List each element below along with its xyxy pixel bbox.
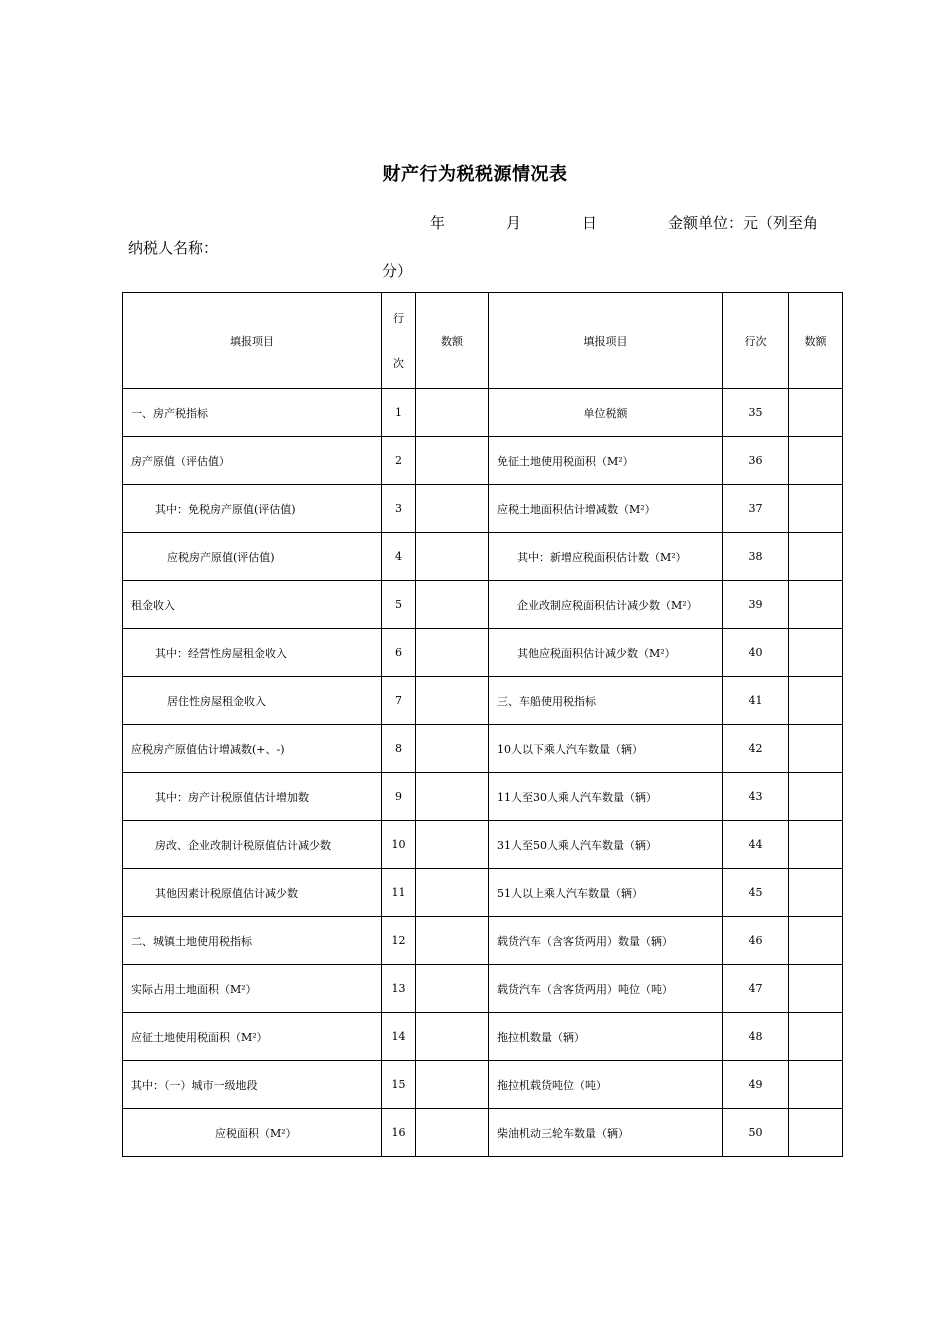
left-item-cell: 实际占用土地面积（M²） — [123, 965, 382, 1013]
left-item-cell: 二、城镇土地使用税指标 — [123, 917, 382, 965]
right-row-number-cell: 47 — [723, 965, 789, 1013]
left-amount-cell[interactable] — [416, 629, 489, 677]
left-amount-cell[interactable] — [416, 725, 489, 773]
right-row-number-cell: 43 — [723, 773, 789, 821]
left-item-cell: 其中：房产计税原值估计增加数 — [123, 773, 382, 821]
left-row-number-cell: 3 — [382, 485, 416, 533]
left-item-cell: 应税房产原值估计增减数(+、-) — [123, 725, 382, 773]
right-row-number-cell: 46 — [723, 917, 789, 965]
right-item-cell: 31人至50人乘人汽车数量（辆） — [489, 821, 723, 869]
right-row-number-cell: 38 — [723, 533, 789, 581]
right-amount-cell[interactable] — [789, 629, 843, 677]
right-amount-cell[interactable] — [789, 437, 843, 485]
form-title: 财产行为税税源情况表 — [382, 164, 568, 185]
right-item-cell: 载货汽车（含客货两用）数量（辆） — [489, 917, 723, 965]
table-row — [123, 1109, 843, 1157]
left-row-number-cell: 14 — [382, 1013, 416, 1061]
left-item-cell: 其中：经营性房屋租金收入 — [123, 629, 382, 677]
right-item-cell: 51人以上乘人汽车数量（辆） — [489, 869, 723, 917]
table-row — [123, 485, 843, 533]
left-row-number-cell: 10 — [382, 821, 416, 869]
left-amount-cell[interactable] — [416, 1109, 489, 1157]
left-amount-cell[interactable] — [416, 389, 489, 437]
right-row-number-cell: 39 — [723, 581, 789, 629]
right-item-cell: 11人至30人乘人汽车数量（辆） — [489, 773, 723, 821]
left-amount-cell[interactable] — [416, 869, 489, 917]
right-amount-cell[interactable] — [789, 773, 843, 821]
header-left-amount: 数额 — [416, 293, 489, 389]
table-row — [123, 581, 843, 629]
right-row-number-cell: 50 — [723, 1109, 789, 1157]
header-left-item: 填报项目 — [123, 293, 382, 389]
right-amount-cell[interactable] — [789, 677, 843, 725]
left-item-cell: 租金收入 — [123, 581, 382, 629]
left-amount-cell[interactable] — [416, 581, 489, 629]
right-row-number-cell: 42 — [723, 725, 789, 773]
table-row — [123, 821, 843, 869]
header-right-amount: 数额 — [789, 293, 843, 389]
right-amount-cell[interactable] — [789, 917, 843, 965]
table-row — [123, 389, 843, 437]
right-amount-cell[interactable] — [789, 821, 843, 869]
left-row-number-cell: 1 — [382, 389, 416, 437]
left-row-number-cell: 5 — [382, 581, 416, 629]
date-month-label: 月 — [506, 214, 522, 232]
right-amount-cell[interactable] — [789, 533, 843, 581]
table-row — [123, 869, 843, 917]
left-row-number-cell: 7 — [382, 677, 416, 725]
left-row-number-cell: 2 — [382, 437, 416, 485]
right-amount-cell[interactable] — [789, 725, 843, 773]
right-row-number-cell: 41 — [723, 677, 789, 725]
left-row-number-cell: 11 — [382, 869, 416, 917]
table-row — [123, 965, 843, 1013]
left-item-cell: 其中：免税房产原值(评估值) — [123, 485, 382, 533]
left-row-number-cell: 16 — [382, 1109, 416, 1157]
right-row-number-cell: 45 — [723, 869, 789, 917]
left-amount-cell[interactable] — [416, 773, 489, 821]
right-row-number-cell: 37 — [723, 485, 789, 533]
left-amount-cell[interactable] — [416, 965, 489, 1013]
right-amount-cell[interactable] — [789, 581, 843, 629]
header-left-row-no: 行次 — [382, 293, 416, 389]
left-row-number-cell: 13 — [382, 965, 416, 1013]
right-item-cell: 三、车船使用税指标 — [489, 677, 723, 725]
right-row-number-cell: 35 — [723, 389, 789, 437]
table-row — [123, 629, 843, 677]
left-row-number-cell: 8 — [382, 725, 416, 773]
right-amount-cell[interactable] — [789, 389, 843, 437]
right-item-cell: 企业改制应税面积估计减少数（M²） — [489, 581, 723, 629]
tax-source-table — [122, 292, 843, 1157]
right-amount-cell[interactable] — [789, 965, 843, 1013]
left-row-number-cell: 4 — [382, 533, 416, 581]
table-row — [123, 773, 843, 821]
left-amount-cell[interactable] — [416, 1013, 489, 1061]
left-amount-cell[interactable] — [416, 677, 489, 725]
table-row — [123, 437, 843, 485]
left-row-number-cell: 6 — [382, 629, 416, 677]
right-amount-cell[interactable] — [789, 1061, 843, 1109]
left-item-cell: 房产原值（评估值） — [123, 437, 382, 485]
right-row-number-cell: 44 — [723, 821, 789, 869]
table-row — [123, 917, 843, 965]
right-item-cell: 10人以下乘人汽车数量（辆） — [489, 725, 723, 773]
table-row — [123, 1061, 843, 1109]
left-row-number-cell: 12 — [382, 917, 416, 965]
left-amount-cell[interactable] — [416, 437, 489, 485]
amount-unit-label: 金额单位：元（列至角 — [668, 214, 819, 232]
left-amount-cell[interactable] — [416, 485, 489, 533]
right-item-cell: 单位税额 — [489, 389, 723, 437]
right-row-number-cell: 36 — [723, 437, 789, 485]
table-row — [123, 533, 843, 581]
right-row-number-cell: 48 — [723, 1013, 789, 1061]
left-item-cell: 应税房产原值(评估值) — [123, 533, 382, 581]
date-day-label: 日 — [582, 214, 598, 232]
left-amount-cell[interactable] — [416, 533, 489, 581]
right-amount-cell[interactable] — [789, 1013, 843, 1061]
table-row — [123, 677, 843, 725]
header-right-row-no: 行次 — [723, 293, 789, 389]
right-row-number-cell: 40 — [723, 629, 789, 677]
left-item-cell: 其中：（一）城市一级地段 — [123, 1061, 382, 1109]
left-item-cell: 其他因素计税原值估计减少数 — [123, 869, 382, 917]
right-amount-cell[interactable] — [789, 869, 843, 917]
right-item-cell: 拖拉机数量（辆） — [489, 1013, 723, 1061]
taxpayer-name-label: 纳税人名称： — [128, 239, 219, 257]
left-item-cell: 一、房产税指标 — [123, 389, 382, 437]
right-item-cell: 免征土地使用税面积（M²） — [489, 437, 723, 485]
right-amount-cell[interactable] — [789, 1109, 843, 1157]
amount-unit-label-continued: 分） — [382, 262, 413, 280]
left-item-cell: 房改、企业改制计税原值估计减少数 — [123, 821, 382, 869]
left-row-number-cell: 15 — [382, 1061, 416, 1109]
left-item-cell: 居住性房屋租金收入 — [123, 677, 382, 725]
left-amount-cell[interactable] — [416, 917, 489, 965]
right-item-cell: 柴油机动三轮车数量（辆） — [489, 1109, 723, 1157]
right-item-cell: 应税土地面积估计增减数（M²） — [489, 485, 723, 533]
right-item-cell: 载货汽车（含客货两用）吨位（吨） — [489, 965, 723, 1013]
right-item-cell: 拖拉机载货吨位（吨） — [489, 1061, 723, 1109]
left-amount-cell[interactable] — [416, 821, 489, 869]
table-row — [123, 1013, 843, 1061]
left-amount-cell[interactable] — [416, 1061, 489, 1109]
right-amount-cell[interactable] — [789, 485, 843, 533]
left-item-cell: 应税面积（M²） — [123, 1109, 382, 1157]
right-row-number-cell: 49 — [723, 1061, 789, 1109]
table-row — [123, 725, 843, 773]
date-year-label: 年 — [430, 214, 446, 232]
right-item-cell: 其中：新增应税面积估计数（M²） — [489, 533, 723, 581]
right-item-cell: 其他应税面积估计减少数（M²） — [489, 629, 723, 677]
left-item-cell: 应征土地使用税面积（M²） — [123, 1013, 382, 1061]
left-row-number-cell: 9 — [382, 773, 416, 821]
table-header-row — [123, 293, 843, 389]
header-right-item: 填报项目 — [489, 293, 723, 389]
